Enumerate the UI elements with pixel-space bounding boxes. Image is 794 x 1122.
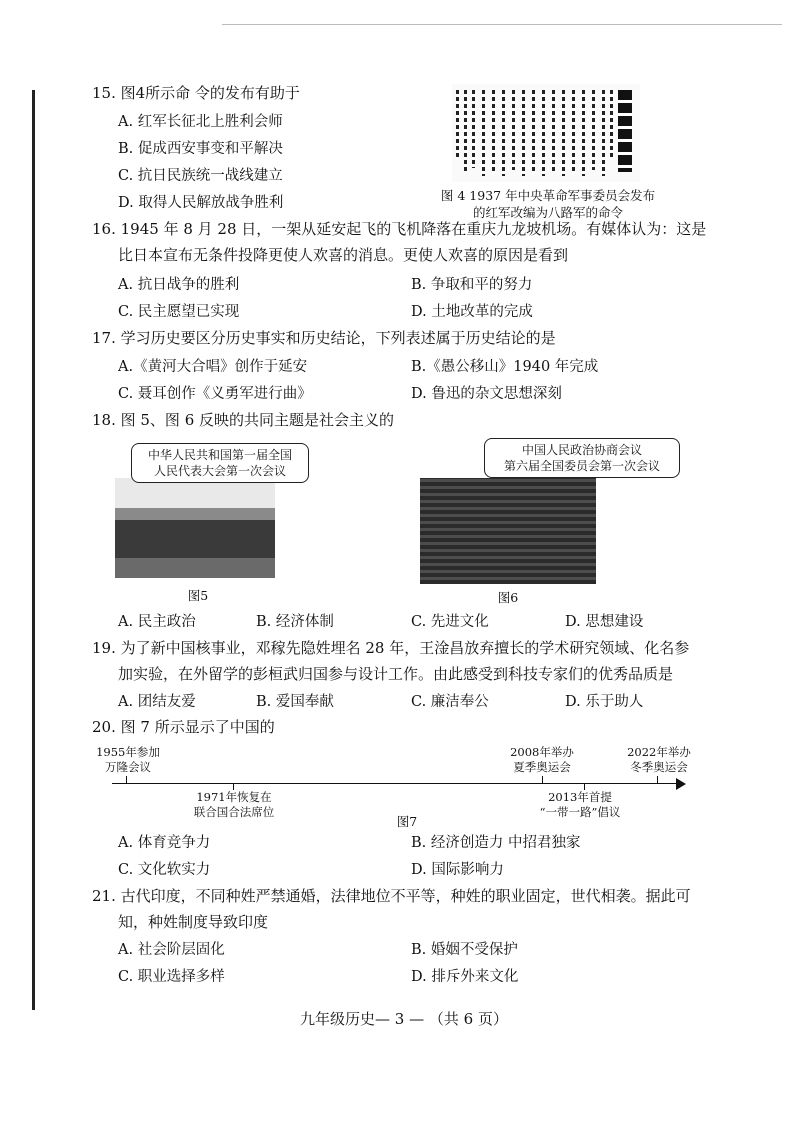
q21-option-c: C. 职业选择多样: [118, 969, 225, 985]
timeline-1955-label-line1: 1955年参加: [96, 745, 160, 759]
q18-option-c: C. 先进文化: [411, 614, 489, 630]
q16-option-c: C. 民主愿望已实现: [118, 304, 240, 320]
q15-option-c: C. 抗日民族统一战线建立: [118, 168, 283, 184]
q20-option-b: B. 经济创造力 中招君独家: [411, 835, 581, 851]
timeline-arrow-icon: [676, 778, 686, 790]
figure-6-label: 图6: [497, 590, 519, 605]
q16-option-d: D. 土地改革的完成: [411, 304, 533, 320]
q18-option-d: D. 思想建设: [565, 614, 644, 630]
q17-option-b: B.《愚公移山》1940 年完成: [411, 359, 599, 375]
q21-stem-line1: 21. 古代印度，不同种姓严禁通婚，法律地位不平等，种姓的职业固定，世代相袭。据此可: [92, 887, 691, 905]
figure-6-speech-bubble: [484, 438, 680, 478]
q19-stem-line2: 加实验，在外留学的彭桓武归国参与设计工作。由此感受到科技专家们的优秀品质是: [118, 665, 674, 683]
bubble5-line1: 中华人民共和国第一届全国: [147, 448, 292, 462]
q17-option-c: C. 聂耳创作《义勇军进行曲》: [118, 386, 312, 402]
q17-stem: 17. 学习历史要区分历史事实和历史结论，下列表述属于历史结论的是: [92, 329, 556, 347]
q16-option-b: B. 争取和平的努力: [411, 277, 533, 293]
q17-option-d: D. 鲁迅的杂文思想深刻: [411, 386, 562, 402]
q19-option-a: A. 团结友爱: [118, 694, 196, 710]
q15-option-a: A. 红军长征北上胜利会师: [118, 114, 283, 130]
figure-7-label: 图7: [396, 814, 418, 829]
bubble6-line2: 第六届全国委员会第一次会议: [503, 459, 660, 473]
bubble6-line1: 中国人民政治协商会议: [521, 443, 642, 457]
timeline-tick-1971: [233, 783, 234, 790]
figure-4-caption-line1: 图 4 1937 年中央革命军事委员会发布: [440, 188, 656, 203]
q20-option-a: A. 体育竞争力: [118, 835, 211, 851]
q19-option-d: D. 乐于助人: [565, 694, 644, 710]
q20-stem: 20. 图 7 所示显示了中国的: [92, 718, 275, 736]
q19-option-b: B. 爱国奉献: [256, 694, 334, 710]
figure-6-photo: [420, 478, 596, 584]
q21-option-d: D. 排斥外来文化: [411, 969, 519, 985]
timeline-2008-label-line1: 2008年举办: [510, 745, 574, 759]
figure-4-document-image: [452, 84, 640, 182]
q17-option-a: A.《黄河大合唱》创作于延安: [118, 359, 308, 375]
q15-option-b: B. 促成西安事变和平解决: [118, 141, 283, 157]
timeline-1955-label-line2: 万隆会议: [105, 760, 151, 774]
q21-option-a: A. 社会阶层固化: [118, 942, 225, 958]
figure-5-photo: [115, 478, 275, 578]
top-rule: [222, 24, 782, 25]
q19-stem-line1: 19. 为了新中国核事业，邓稼先隐姓埋名 28 年，王淦昌放弃擅长的学术研究领域、化名参: [92, 639, 690, 657]
timeline-2013-label-line1: 2013年首提: [548, 790, 612, 804]
timeline-1971-label-line1: 1971年恢复在: [196, 790, 272, 804]
timeline-tick-2022: [657, 776, 658, 783]
q18-option-a: A. 民主政治: [118, 614, 196, 630]
q20-option-c: C. 文化软实力: [118, 862, 211, 878]
timeline-1971-label-line2: 联合国合法席位: [193, 805, 275, 819]
q16-stem-line2: 比日本宣布无条件投降更使人欢喜的消息。更使人欢喜的原因是看到: [118, 246, 569, 264]
timeline-tick-2008: [542, 776, 543, 783]
timeline-2022-label-line2: 冬季奥运会: [630, 760, 688, 774]
figure-5-speech-bubble: [131, 443, 309, 483]
timeline-tick-1955: [126, 776, 127, 783]
q16-stem-line1: 16. 1945 年 8 月 28 日，一架从延安起飞的飞机降落在重庆九龙坡机场。有媒体认为：这是: [92, 220, 707, 238]
timeline-2013-label-line2: “一带一路”倡议: [539, 805, 621, 819]
binding-margin-line: [32, 90, 35, 1010]
q21-stem-line2: 知，种姓制度导致印度: [118, 913, 269, 931]
q15-option-d: D. 取得人民解放战争胜利: [118, 195, 284, 211]
timeline-2008-label-line2: 夏季奥运会: [513, 760, 571, 774]
timeline-2022-label-line1: 2022年举办: [627, 745, 691, 759]
q18-option-b: B. 经济体制: [256, 614, 334, 630]
timeline-tick-2013: [584, 783, 585, 790]
figure-5-label: 图5: [187, 588, 209, 603]
figure-4-caption-line2: 的红军改编为八路军的命令: [472, 205, 623, 220]
timeline-axis: [112, 783, 678, 784]
q20-option-d: D. 国际影响力: [411, 862, 504, 878]
q15-stem: 15. 图4所示命 令的发布有助于: [92, 84, 300, 102]
bubble5-line2: 人民代表大会第一次会议: [153, 464, 286, 478]
q18-stem: 18. 图 5、图 6 反映的共同主题是社会主义的: [92, 411, 395, 429]
q21-option-b: B. 婚姻不受保护: [411, 942, 518, 958]
q16-option-a: A. 抗日战争的胜利: [118, 277, 240, 293]
q19-option-c: C. 廉洁奉公: [411, 694, 489, 710]
page-footer: 九年级历史— 3 — （共 6 页）: [300, 1010, 508, 1028]
